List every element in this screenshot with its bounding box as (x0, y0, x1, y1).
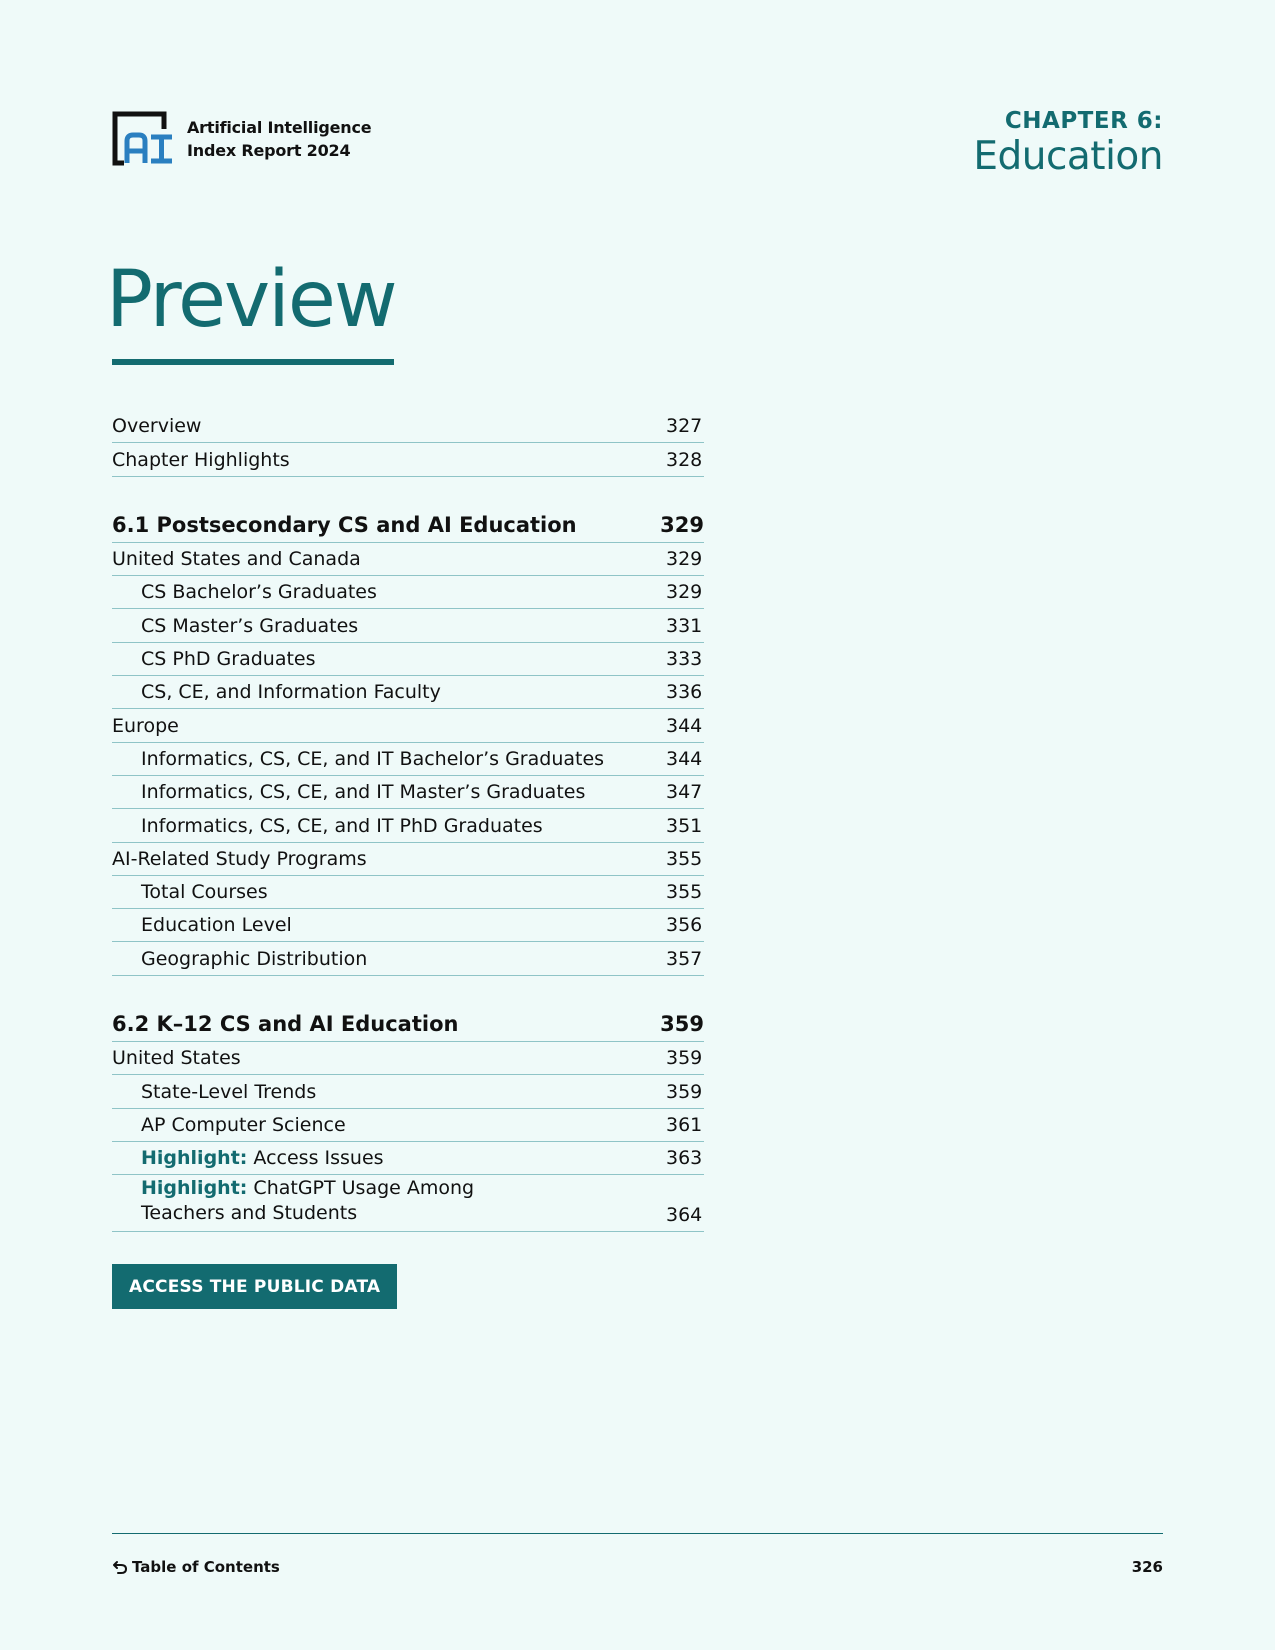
toc-section-label: 6.1 Postsecondary CS and AI Education (112, 512, 577, 537)
toc-section-label: 6.2 K–12 CS and AI Education (112, 1012, 459, 1037)
toc-item-page: 357 (666, 947, 703, 970)
toc-item-cs-bachelors[interactable] (112, 576, 704, 609)
toc-item-label: United States and Canada (112, 548, 361, 571)
toc-item-eu-masters[interactable] (112, 776, 704, 809)
toc-item-chatgpt-usage[interactable] (112, 1175, 704, 1232)
toc-item-label: AP Computer Science (141, 1113, 346, 1136)
toc-item-page: 327 (666, 415, 703, 438)
toc-item-text: Access Issues (253, 1147, 384, 1170)
toc-item-us-canada[interactable] (112, 543, 704, 576)
toc-item-page: 329 (666, 548, 703, 571)
toc-item-page: 356 (666, 914, 703, 937)
toc-item-page: 355 (666, 881, 703, 904)
report-logo (112, 111, 371, 167)
toc-item-label: Europe (112, 714, 179, 737)
toc-item-chapter-highlights[interactable] (112, 443, 704, 476)
toc-item-geographic[interactable] (112, 942, 704, 975)
toc-item-label: CS PhD Graduates (141, 648, 316, 671)
toc-item-label: CS, CE, and Information Faculty (141, 681, 441, 704)
table-of-contents (112, 410, 704, 1232)
toc-item-label: CS Master’s Graduates (141, 614, 359, 637)
toc-item-faculty[interactable] (112, 676, 704, 709)
highlight-tag: Highlight: (141, 1177, 248, 1200)
toc-item-label: United States (112, 1047, 241, 1070)
chapter-label: CHAPTER 6: (1004, 108, 1163, 134)
toc-item-page: 364 (666, 1204, 703, 1227)
toc-item-page: 336 (666, 681, 703, 704)
toc-item-label: CS Bachelor’s Graduates (141, 581, 377, 604)
toc-item-education-level[interactable] (112, 909, 704, 942)
toc-item-cs-masters[interactable] (112, 609, 704, 642)
toc-item-page: 359 (666, 1080, 703, 1103)
toc-item-label: Geographic Distribution (141, 947, 368, 970)
logo-text (187, 116, 371, 162)
toc-item-text: ChatGPT Usage Among (253, 1177, 475, 1200)
toc-item-page: 329 (666, 581, 703, 604)
toc-item-text-line2: Teachers and Students (141, 1202, 358, 1225)
toc-item-total-courses[interactable] (112, 876, 704, 909)
toc-item-label: AI-Related Study Programs (112, 847, 367, 870)
toc-item-label: Informatics, CS, CE, and IT Bachelor’s Graduates (141, 747, 605, 770)
toc-item-label (112, 1147, 384, 1169)
return-arrow-icon (112, 1559, 128, 1575)
access-public-data-button[interactable]: ACCESS THE PUBLIC DATA (112, 1264, 397, 1309)
toc-item-overview[interactable] (112, 410, 704, 443)
table-of-contents-label: Table of Contents (132, 1558, 280, 1576)
toc-item-page: 363 (666, 1147, 703, 1170)
page-title: Preview (106, 255, 396, 345)
toc-item-label: Total Courses (141, 881, 268, 904)
footer-divider (112, 1533, 1163, 1534)
toc-item-page: 347 (666, 781, 703, 804)
toc-item-label: Chapter Highlights (112, 448, 290, 471)
toc-item-access-issues[interactable] (112, 1142, 704, 1175)
toc-item-ap-cs[interactable] (112, 1109, 704, 1142)
toc-item-label (112, 1176, 474, 1226)
ai-index-logo-icon (112, 111, 175, 167)
toc-item-label: Informatics, CS, CE, and IT PhD Graduates (141, 814, 543, 837)
toc-item-label: Education Level (141, 914, 292, 937)
toc-item-eu-bachelors[interactable] (112, 743, 704, 776)
toc-item-united-states[interactable] (112, 1042, 704, 1075)
toc-section-page: 359 (660, 1012, 704, 1037)
toc-section-6-2[interactable] (112, 1009, 704, 1042)
toc-item-page: 351 (666, 814, 703, 837)
toc-item-ai-programs[interactable] (112, 843, 704, 876)
table-of-contents-link[interactable] (112, 1558, 280, 1576)
toc-section-page: 329 (660, 512, 704, 537)
toc-item-page: 359 (666, 1047, 703, 1070)
logo-line1: Artificial Intelligence (187, 118, 372, 137)
chapter-name: Education (973, 134, 1163, 179)
toc-item-page: 331 (666, 614, 703, 637)
toc-item-page: 344 (666, 714, 703, 737)
toc-spacer (112, 976, 704, 1009)
page-number: 326 (1131, 1558, 1163, 1576)
logo-line2: Index Report 2024 (187, 141, 351, 160)
toc-item-eu-phd[interactable] (112, 809, 704, 842)
toc-spacer (112, 477, 704, 510)
toc-item-label: Informatics, CS, CE, and IT Master’s Graduates (141, 781, 586, 804)
highlight-tag: Highlight: (141, 1147, 248, 1170)
toc-item-page: 344 (666, 747, 703, 770)
toc-item-cs-phd[interactable] (112, 643, 704, 676)
toc-item-state-trends[interactable] (112, 1075, 704, 1108)
toc-section-6-1[interactable] (112, 510, 704, 543)
title-underline (112, 359, 394, 365)
toc-item-page: 333 (666, 648, 703, 671)
toc-item-europe[interactable] (112, 709, 704, 742)
toc-item-label: Overview (112, 415, 202, 438)
toc-item-page: 328 (666, 448, 703, 471)
chapter-heading (973, 107, 1163, 179)
toc-item-label: State-Level Trends (141, 1080, 317, 1103)
toc-item-page: 361 (666, 1113, 703, 1136)
toc-item-page: 355 (666, 847, 703, 870)
